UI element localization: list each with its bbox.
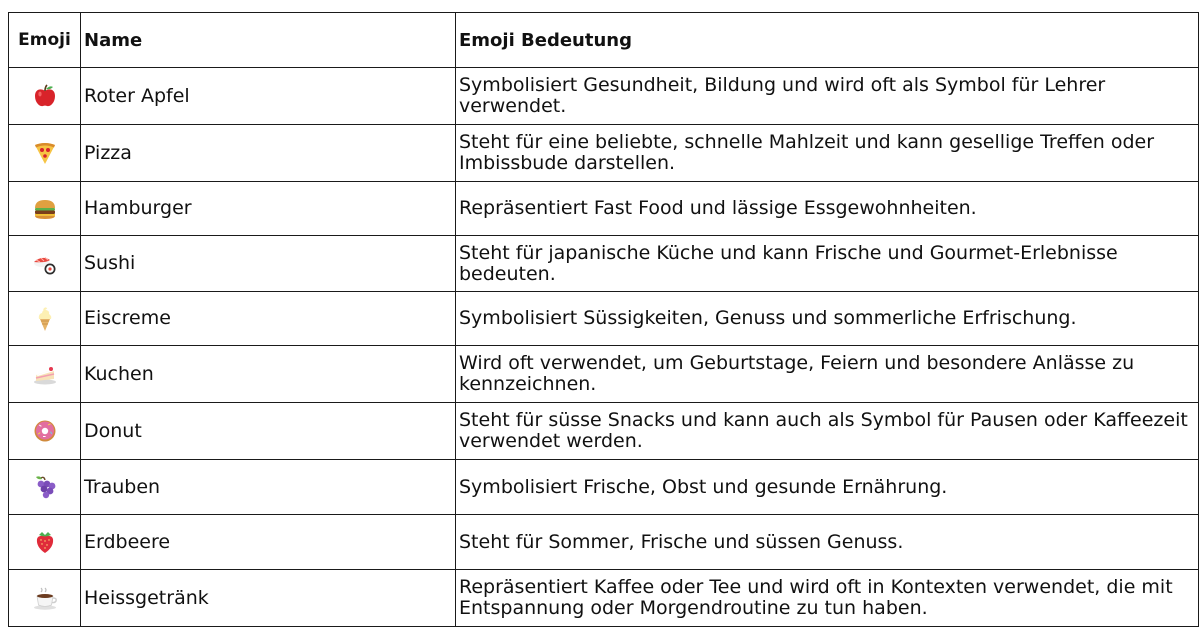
table-row [9, 570, 1199, 627]
emoji-meaning-table [8, 12, 1199, 627]
emoji-cell [9, 515, 81, 570]
emoji-cell [9, 125, 81, 182]
meaning-cell: Wird oft verwendet, um Geburtstage, Feiern und besondere Anlässe zu kennzeichnen. [456, 346, 1199, 403]
hot-beverage-icon [32, 585, 58, 611]
name-cell: Erdbeere [81, 515, 456, 570]
emoji-cell [9, 570, 81, 627]
meaning-cell: Symbolisiert Süssigkeiten, Genuss und sommerliche Erfrischung. [456, 292, 1199, 346]
hamburger-icon [32, 196, 58, 222]
emoji-cell [9, 292, 81, 346]
header-meaning: Emoji Bedeutung [456, 13, 1199, 68]
table-row [9, 515, 1199, 570]
table-row [9, 403, 1199, 460]
meaning-cell: Symbolisiert Gesundheit, Bildung und wird oft als Symbol für Lehrer verwendet. [456, 68, 1199, 125]
header-name: Name [81, 13, 456, 68]
name-cell: Roter Apfel [81, 68, 456, 125]
emoji-cell [9, 68, 81, 125]
table-row [9, 460, 1199, 515]
grapes-icon [32, 474, 58, 500]
name-cell: Pizza [81, 125, 456, 182]
cake-icon [32, 361, 58, 387]
name-cell: Heissgetränk [81, 570, 456, 627]
table-row [9, 346, 1199, 403]
pizza-icon [32, 140, 58, 166]
emoji-cell [9, 182, 81, 236]
table-row [9, 125, 1199, 182]
meaning-cell: Steht für japanische Küche und kann Frische und Gourmet-Erlebnisse bedeuten. [456, 236, 1199, 292]
table-row [9, 292, 1199, 346]
red-apple-icon [32, 83, 58, 109]
emoji-cell [9, 460, 81, 515]
donut-icon [32, 418, 58, 444]
meaning-cell: Steht für Sommer, Frische und süssen Genuss. [456, 515, 1199, 570]
name-cell: Trauben [81, 460, 456, 515]
name-cell: Sushi [81, 236, 456, 292]
meaning-cell: Steht für eine beliebte, schnelle Mahlzeit und kann gesellige Treffen oder Imbissbude darstellen. [456, 125, 1199, 182]
ice-cream-icon [32, 306, 58, 332]
name-cell: Hamburger [81, 182, 456, 236]
meaning-cell: Repräsentiert Kaffee oder Tee und wird oft in Kontexten verwendet, die mit Entspannung oder Morgendroutine zu tun haben. [456, 570, 1199, 627]
table-header-row [9, 13, 1199, 68]
name-cell: Eiscreme [81, 292, 456, 346]
strawberry-icon [32, 529, 58, 555]
emoji-cell [9, 346, 81, 403]
emoji-cell [9, 236, 81, 292]
name-cell: Kuchen [81, 346, 456, 403]
header-emoji: Emoji [9, 13, 81, 68]
meaning-cell: Symbolisiert Frische, Obst und gesunde Ernährung. [456, 460, 1199, 515]
table-row [9, 182, 1199, 236]
table-row [9, 236, 1199, 292]
meaning-cell: Repräsentiert Fast Food und lässige Essgewohnheiten. [456, 182, 1199, 236]
emoji-cell [9, 403, 81, 460]
sushi-icon [32, 251, 58, 277]
meaning-cell: Steht für süsse Snacks und kann auch als Symbol für Pausen oder Kaffeezeit verwendet werden. [456, 403, 1199, 460]
name-cell: Donut [81, 403, 456, 460]
table-row [9, 68, 1199, 125]
